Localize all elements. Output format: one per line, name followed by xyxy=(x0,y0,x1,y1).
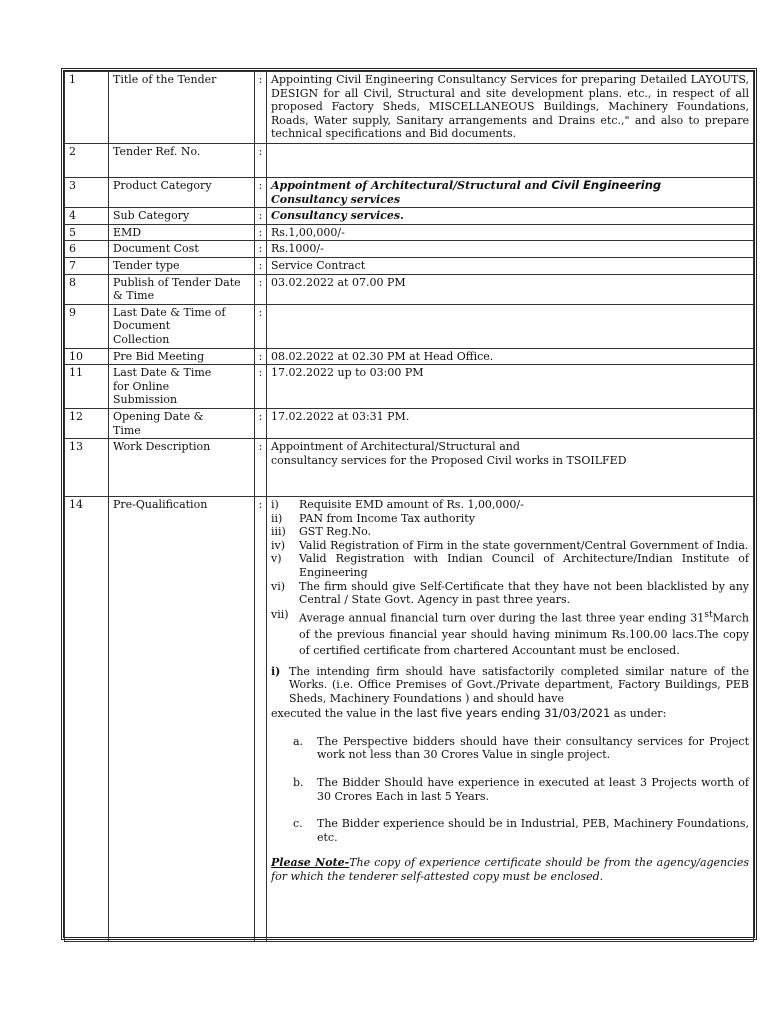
row-number: 4 xyxy=(65,208,109,225)
list-item xyxy=(271,735,749,762)
list-item xyxy=(271,552,749,579)
experience-line xyxy=(271,707,749,721)
field-label: Opening Date & Time xyxy=(109,408,255,438)
field-value: 17.02.2022 at 03:31 PM. xyxy=(267,408,754,438)
prequalification-content xyxy=(267,497,754,942)
colon: : xyxy=(255,439,267,497)
row-number: 8 xyxy=(65,274,109,304)
field-value xyxy=(267,304,754,348)
list-text: The Bidder Should have experience in executed at least 3 Projects worth of 30 Crores Each in last 5 Years. xyxy=(317,776,749,803)
table-row xyxy=(65,257,754,274)
colon: : xyxy=(255,274,267,304)
field-value: 08.02.2022 at 02.30 PM at Head Office. xyxy=(267,348,754,365)
table-row xyxy=(65,408,754,438)
colon: : xyxy=(255,144,267,178)
field-label: EMD xyxy=(109,224,255,241)
tender-table xyxy=(64,71,754,942)
list-marker: iii) xyxy=(271,525,286,539)
table-row xyxy=(65,365,754,409)
list-marker: v) xyxy=(271,552,282,566)
colon: : xyxy=(255,348,267,365)
row-number: 12 xyxy=(65,408,109,438)
experience-text: The intending firm should have satisfactorily completed similar nature of the Works. (i.e. Office Premises of Govt./Private department, Factory Buildings, PEB Sheds, Machinery Foundations ) and should have xyxy=(289,664,749,705)
field-value: 17.02.2022 up to 03:00 PM xyxy=(267,365,754,409)
field-value: Appointing Civil Engineering Consultancy Services for preparing Detailed LAYOUTS, DESIGN for all Civil, Structural and site development plans. etc., in respect of all proposed Factory Sheds, MISCELLANEOUS Buildings, Machinery Foundations, Roads, Water supply, Sanitary arrangements and Drains etc.," and also to prepare technical specifications and Bid documents. xyxy=(267,72,754,144)
list-item xyxy=(271,580,749,607)
list-text: Valid Registration of Firm in the state government/Central Government of India. xyxy=(299,538,749,552)
text-part: Average annual financial turn over during the last three year ending 31 xyxy=(299,611,705,625)
row-number: 6 xyxy=(65,241,109,258)
prequalification-list xyxy=(271,498,749,658)
colon: : xyxy=(255,257,267,274)
list-marker: b. xyxy=(293,776,304,790)
row-number: 3 xyxy=(65,178,109,208)
row-number: 5 xyxy=(65,224,109,241)
list-text: GST Reg.No. xyxy=(299,525,372,539)
row-number: 7 xyxy=(65,257,109,274)
value-line: Appointment of Architectural/Structural and xyxy=(271,440,520,454)
list-marker: i) xyxy=(271,664,281,678)
value-part: Civil Engineering xyxy=(551,178,662,192)
list-text: The firm should give Self-Certificate that they have not been blacklisted by any Central / State Govt. Agency in past three years. xyxy=(299,579,749,607)
field-value xyxy=(267,439,754,497)
colon: : xyxy=(255,365,267,409)
value-part: Consultancy services xyxy=(271,192,401,206)
list-item xyxy=(271,512,749,526)
value-part: Appointment of Architectural/Structural and xyxy=(271,179,552,192)
note-label: Please Note- xyxy=(271,856,350,870)
row-number: 1 xyxy=(65,72,109,144)
table-row xyxy=(65,144,754,178)
list-marker: vi) xyxy=(271,579,286,593)
list-item xyxy=(271,498,749,512)
list-item xyxy=(271,539,749,553)
field-value: Rs.1,00,000/- xyxy=(267,224,754,241)
row-number: 2 xyxy=(65,144,109,178)
field-value: Rs.1000/- xyxy=(267,241,754,258)
list-marker: i) xyxy=(271,498,279,512)
note-text: The copy of experience certificate should be from the agency/agencies for which the tenderer self-attested copy must be enclosed. xyxy=(271,856,749,884)
field-label: Tender type xyxy=(109,257,255,274)
colon: : xyxy=(255,408,267,438)
text-part: as under: xyxy=(610,707,667,721)
list-text: The Bidder experience should be in Industrial, PEB, Machinery Foundations, etc. xyxy=(317,817,749,844)
field-value: Service Contract xyxy=(267,257,754,274)
field-label: Publish of Tender Date & Time xyxy=(109,274,255,304)
table-row xyxy=(65,304,754,348)
colon: : xyxy=(255,178,267,208)
field-label: Title of the Tender xyxy=(109,72,255,144)
list-text xyxy=(299,607,749,659)
please-note xyxy=(271,856,749,883)
list-item xyxy=(271,776,749,803)
row-number: 9 xyxy=(65,304,109,348)
colon: : xyxy=(255,304,267,348)
field-label: Last Date & Time of Document Collection xyxy=(109,304,255,348)
table-row xyxy=(65,241,754,258)
table-row xyxy=(65,274,754,304)
value-line: consultancy services for the Proposed Civil works in TSOILFED xyxy=(271,453,627,467)
row-number: 14 xyxy=(65,497,109,942)
field-value xyxy=(267,178,754,208)
list-marker: ii) xyxy=(271,511,283,525)
table-row xyxy=(65,224,754,241)
list-marker: a. xyxy=(293,734,304,748)
field-label: Document Cost xyxy=(109,241,255,258)
list-item xyxy=(271,817,749,844)
list-text: Valid Registration with Indian Council of Architecture/Indian Institute of Engineering xyxy=(299,552,749,580)
table-row xyxy=(65,497,754,942)
field-label: Pre-Qualification xyxy=(109,497,255,942)
experience-requirement xyxy=(271,665,749,706)
list-item xyxy=(271,607,749,659)
field-label: Tender Ref. No. xyxy=(109,144,255,178)
superscript: st xyxy=(704,608,713,620)
colon: : xyxy=(255,241,267,258)
table-row xyxy=(65,208,754,225)
colon: : xyxy=(255,224,267,241)
field-label: Work Description xyxy=(109,439,255,497)
row-number: 13 xyxy=(65,439,109,497)
list-marker: vii) xyxy=(271,607,289,621)
list-text: The Perspective bidders should have their consultancy services for Project work not less than 30 Crores Value in single project. xyxy=(317,734,749,762)
field-value xyxy=(267,144,754,178)
row-number: 11 xyxy=(65,365,109,409)
colon: : xyxy=(255,208,267,225)
field-label: Sub Category xyxy=(109,208,255,225)
field-label: Last Date & Time for Online Submission xyxy=(109,365,255,409)
list-item xyxy=(271,525,749,539)
text-part: executed the value xyxy=(271,707,380,721)
colon: : xyxy=(255,497,267,942)
list-marker: iv) xyxy=(271,538,286,552)
field-label: Pre Bid Meeting xyxy=(109,348,255,365)
row-number: 10 xyxy=(65,348,109,365)
colon: : xyxy=(255,72,267,144)
text-part: March of the previous financial year should having minimum Rs.100.00 lacs.The copy of certified certificate from chartered Accountant must be enclosed. xyxy=(299,611,749,657)
field-value: 03.02.2022 at 07.00 PM xyxy=(267,274,754,304)
table-row xyxy=(65,72,754,144)
table-row xyxy=(65,439,754,497)
field-label: Product Category xyxy=(109,178,255,208)
list-text: Requisite EMD amount of Rs. 1,00,000/- xyxy=(299,498,524,512)
table-row xyxy=(65,178,754,208)
field-value: Consultancy services. xyxy=(267,208,754,225)
text-part: in the last five years ending 31/03/2021 xyxy=(379,706,611,721)
table-row xyxy=(65,348,754,365)
list-text: PAN from Income Tax authority xyxy=(299,511,475,525)
list-marker: c. xyxy=(293,817,303,831)
